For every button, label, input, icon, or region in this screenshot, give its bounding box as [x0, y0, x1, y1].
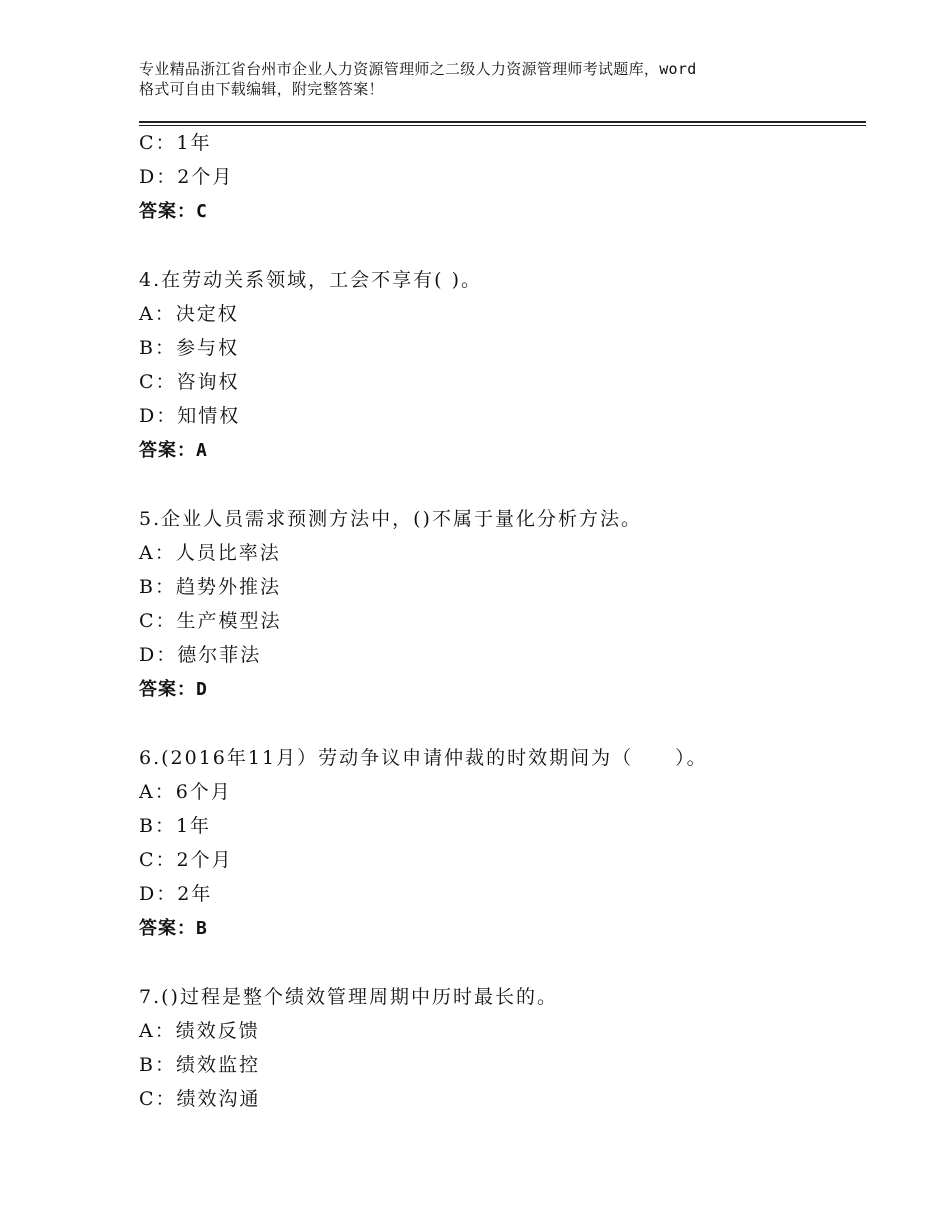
- q5-option-c: C：生产模型法: [139, 610, 282, 632]
- q4-option-b: B：参与权: [139, 337, 239, 359]
- q4-option-c: C：咨询权: [139, 371, 240, 393]
- q6-option-d: D：2年: [139, 883, 213, 905]
- q7-option-c: C：绩效沟通: [139, 1088, 261, 1110]
- q3-answer: 答案：C: [139, 201, 208, 222]
- q6-question: 6.(2016年11月）劳动争议申请仲裁的时效期间为（ ）。: [139, 747, 708, 769]
- q6-answer: 答案：B: [139, 918, 208, 939]
- q5-option-a: A：人员比率法: [139, 542, 281, 564]
- header-rule-thick: [139, 121, 866, 123]
- q4-option-d: D：知情权: [139, 405, 241, 427]
- q4-answer: 答案：A: [139, 440, 208, 461]
- header-rule-thin: [139, 125, 866, 126]
- q3-option-d: D：2个月: [139, 166, 234, 188]
- q5-question: 5.企业人员需求预测方法中，()不属于量化分析方法。: [139, 508, 642, 530]
- q6-option-b: B：1年: [139, 815, 212, 837]
- q3-option-c: C：1年: [139, 132, 212, 154]
- q5-option-b: B：趋势外推法: [139, 576, 281, 598]
- q5-option-d: D：德尔菲法: [139, 644, 262, 666]
- document-header: [139, 59, 829, 99]
- q6-option-a: A：6个月: [139, 781, 232, 803]
- q7-option-a: A：绩效反馈: [139, 1020, 260, 1042]
- q7-option-b: B：绩效监控: [139, 1054, 260, 1076]
- q4-option-a: A：决定权: [139, 303, 239, 325]
- header-title-line1: 专业精品浙江省台州市企业人力资源管理师之二级人力资源管理师考试题库，word: [139, 60, 697, 78]
- q6-option-c: C：2个月: [139, 849, 233, 871]
- header-title-line2: 格式可自由下载编辑，附完整答案！: [139, 80, 384, 98]
- q7-question: 7.()过程是整个绩效管理周期中历时最长的。: [139, 986, 558, 1008]
- q4-question: 4.在劳动关系领域，工会不享有( )。: [139, 269, 482, 291]
- q5-answer: 答案：D: [139, 679, 208, 700]
